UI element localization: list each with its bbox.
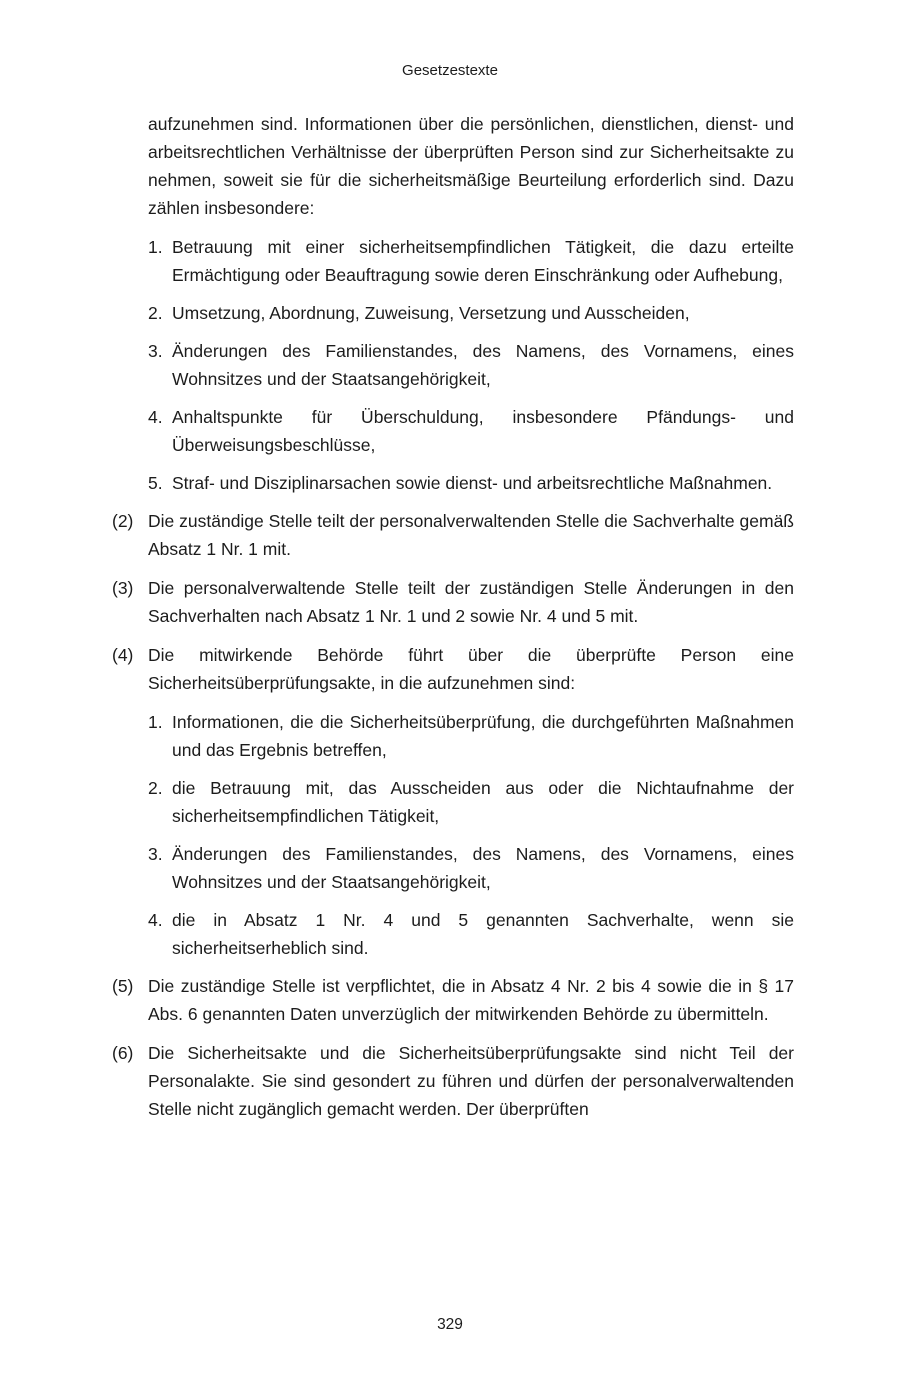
paragraph-text: Die personalverwaltende Stelle teilt der zuständigen Stelle Änderungen in den Sachverhalten nach Absatz 1 Nr. 1 und 2 sowie Nr. 4 und 5 mit. [148, 578, 794, 626]
paragraph-number: (5) [112, 976, 134, 996]
list-item [148, 299, 794, 327]
list-number: 3. [148, 844, 163, 864]
paragraph-text: Die zuständige Stelle teilt der personalverwaltenden Stelle die Sachverhalte gemäß Absatz 1 Nr. 1 mit. [148, 511, 794, 559]
list-item [148, 337, 794, 393]
list-item [148, 233, 794, 289]
list-number: 3. [148, 341, 163, 361]
paragraph-text: Die zuständige Stelle ist verpflichtet, die in Absatz 4 Nr. 2 bis 4 sowie die in § 17 Abs. 6 genannten Daten unverzüglich der mitwirkenden Behörde zu übermitteln. [148, 976, 794, 1024]
page-body [112, 110, 794, 1134]
paragraph-number: (3) [112, 578, 134, 598]
paragraph-4 [112, 641, 794, 697]
list-item [148, 403, 794, 459]
paragraph-text: Die Sicherheitsakte und die Sicherheitsüberprüfungsakte sind nicht Teil der Personalakte. Sie sind gesondert zu führen und dürfen der personalverwaltenden Stelle nicht zugänglich gemacht werden. Der überprüften [148, 1043, 794, 1119]
paragraph-number: (6) [112, 1043, 134, 1063]
ordered-list-1 [148, 233, 794, 497]
list-number: 2. [148, 303, 163, 323]
paragraph-number: (2) [112, 511, 134, 531]
paragraph-6 [112, 1039, 794, 1123]
list-text: Anhaltspunkte für Überschuldung, insbesondere Pfändungs- und Überweisungsbeschlüsse, [172, 407, 794, 455]
list-number: 5. [148, 473, 163, 493]
paragraph-5 [112, 972, 794, 1028]
list-text: Straf- und Disziplinarsachen sowie dienst- und arbeitsrechtliche Maßnahmen. [172, 473, 773, 493]
list-text: Umsetzung, Abordnung, Zuweisung, Versetzung und Ausscheiden, [172, 303, 690, 323]
ordered-list-4 [148, 708, 794, 962]
list-number: 4. [148, 407, 163, 427]
list-text: Änderungen des Familienstandes, des Namens, des Vornamens, eines Wohnsitzes und der Staatsangehörigkeit, [172, 341, 794, 389]
paragraph-text: Die mitwirkende Behörde führt über die überprüfte Person eine Sicherheitsüberprüfungsakte, in die aufzunehmen sind: [148, 645, 794, 693]
list-item [148, 774, 794, 830]
list-item [148, 469, 794, 497]
list-text: die in Absatz 1 Nr. 4 und 5 genannten Sachverhalte, wenn sie sicherheitserheblich sind. [172, 910, 794, 958]
list-number: 2. [148, 778, 163, 798]
list-item [148, 840, 794, 896]
paragraph-number: (4) [112, 645, 134, 665]
list-item [148, 708, 794, 764]
paragraph-2 [112, 507, 794, 563]
list-text: Betrauung mit einer sicherheitsempfindlichen Tätigkeit, die dazu erteilte Ermächtigung oder Beauftragung sowie deren Einschränkung oder Aufhebung, [172, 237, 794, 285]
list-text: die Betrauung mit, das Ausscheiden aus oder die Nichtaufnahme der sicherheitsempfindlichen Tätigkeit, [172, 778, 794, 826]
paragraph-3 [112, 574, 794, 630]
list-number: 4. [148, 910, 163, 930]
list-text: Änderungen des Familienstandes, des Namens, des Vornamens, eines Wohnsitzes und der Staatsangehörigkeit, [172, 844, 794, 892]
page-number: 329 [437, 1316, 463, 1333]
intro-paragraph: aufzunehmen sind. Informationen über die persönlichen, dienstlichen, dienst- und arbeitsrechtlichen Verhältnisse der überprüften Person sind zur Sicherheitsakte zu nehmen, soweit sie für die sicherheitsmäßige Beurteilung erforderlich sind. Dazu zählen insbesondere: [148, 114, 794, 218]
list-number: 1. [148, 237, 163, 257]
list-number: 1. [148, 712, 163, 732]
list-item [148, 906, 794, 962]
list-text: Informationen, die die Sicherheitsüberprüfung, die durchgeführten Maßnahmen und das Ergebnis betreffen, [172, 712, 794, 760]
page-header: Gesetzestexte [402, 62, 498, 79]
